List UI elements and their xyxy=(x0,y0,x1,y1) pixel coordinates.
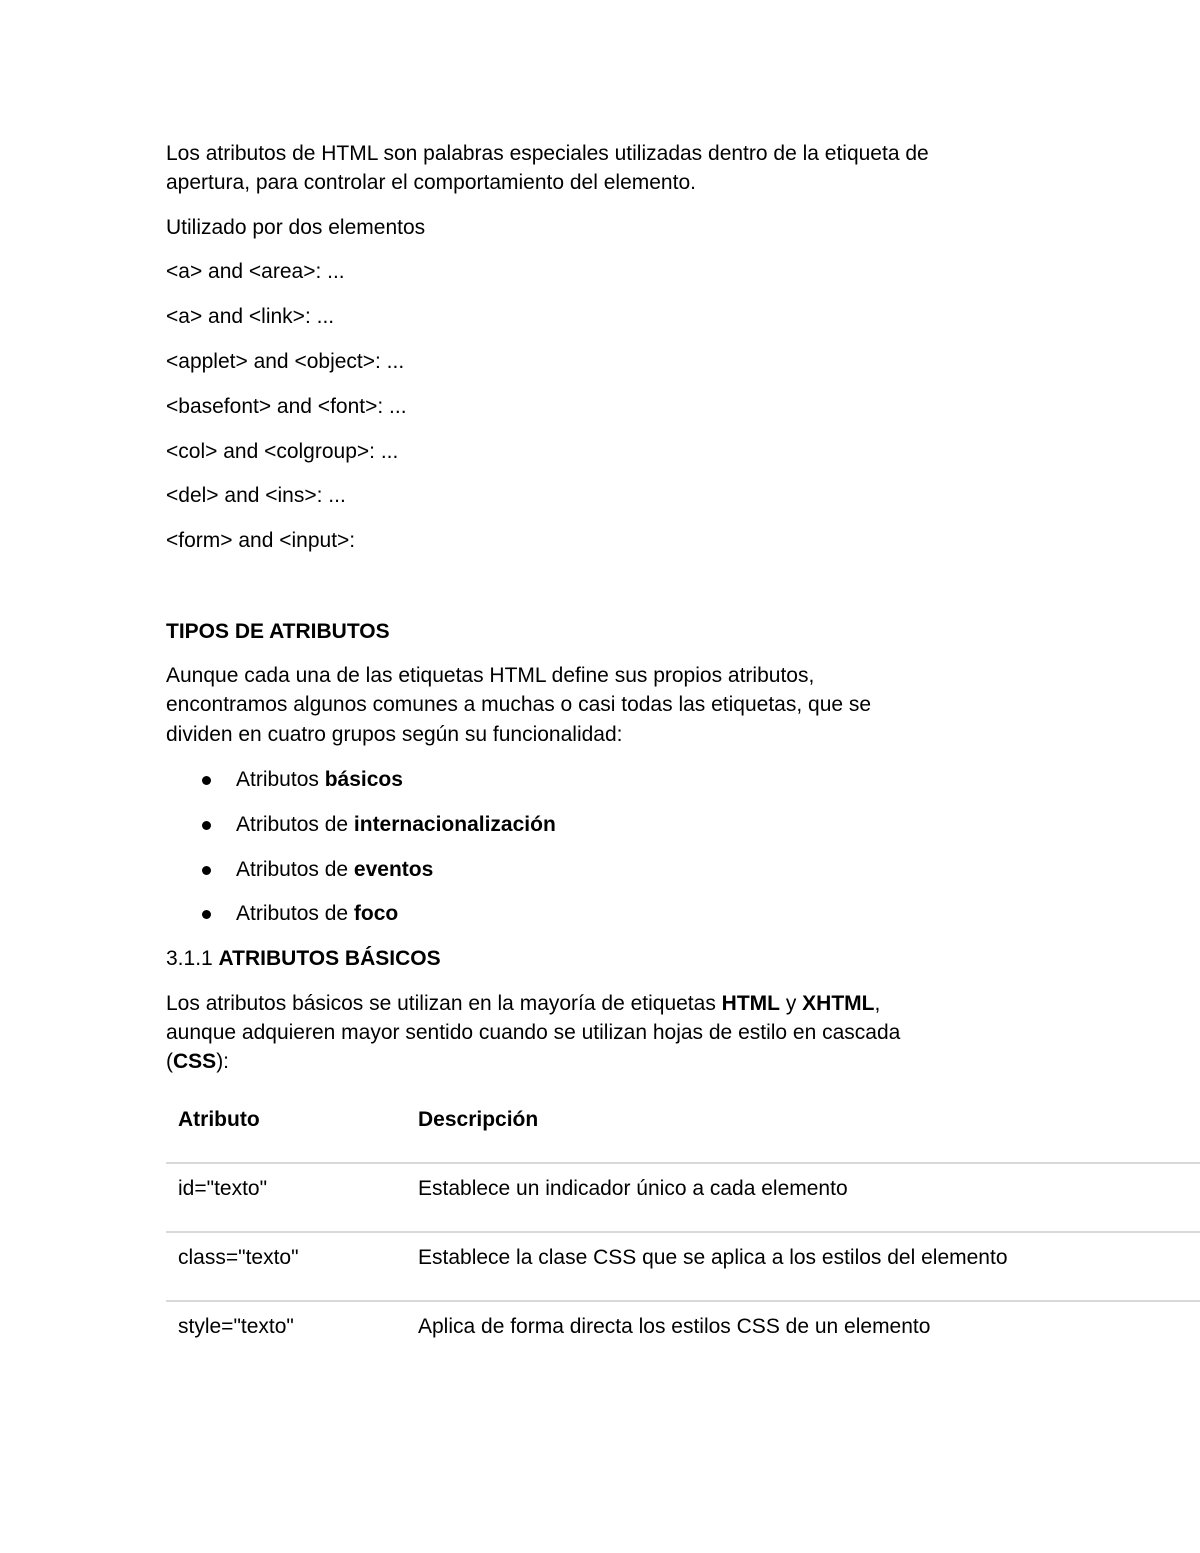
table-cell: Aplica de forma directa los estilos CSS de un elemento xyxy=(418,1315,931,1338)
table-cell: style="texto" xyxy=(178,1315,294,1338)
section-heading-tipos: TIPOS DE ATRIBUTOS xyxy=(166,620,390,643)
table-cell: Establece la clase CSS que se aplica a los estilos del elemento xyxy=(418,1246,1008,1269)
element-pair: <basefont> and <font>: ... xyxy=(166,395,407,418)
tipos-line-1: Aunque cada una de las etiquetas HTML define sus propios atributos, xyxy=(166,664,815,687)
basicos-line-1: Los atributos básicos se utilizan en la mayoría de etiquetas HTML y XHTML, xyxy=(166,992,881,1015)
table-header-cell: Descripción xyxy=(418,1108,539,1131)
table-header-row xyxy=(166,1095,1200,1162)
element-pair: <a> and <link>: ... xyxy=(166,305,335,328)
table-row xyxy=(166,1162,1200,1231)
basicos-line-2: aunque adquieren mayor sentido cuando se utilizan hojas de estilo en cascada xyxy=(166,1021,901,1044)
bullet-icon xyxy=(202,910,211,919)
bullet-icon xyxy=(202,866,211,875)
tipos-line-2: encontramos algunos comunes a muchas o casi todas las etiquetas, que se xyxy=(166,693,872,716)
intro-line-1: Los atributos de HTML son palabras especiales utilizadas dentro de la etiqueta de xyxy=(166,142,929,165)
list-item-text: Atributos de eventos xyxy=(236,858,434,881)
table-cell: class="texto" xyxy=(178,1246,299,1269)
tipos-line-3: dividen en cuatro grupos según su funcionalidad: xyxy=(166,723,623,746)
bullet-icon xyxy=(202,821,211,830)
list-item-text: Atributos básicos xyxy=(236,768,403,791)
table-row xyxy=(166,1300,1200,1369)
element-pair: <a> and <area>: ... xyxy=(166,260,345,283)
element-pair: <form> and <input>: xyxy=(166,529,356,552)
section-heading-basicos: 3.1.1 ATRIBUTOS BÁSICOS xyxy=(166,947,441,970)
table-cell: Establece un indicador único a cada elemento xyxy=(418,1177,848,1200)
element-pair: <col> and <colgroup>: ... xyxy=(166,440,399,463)
basicos-line-3: (CSS): xyxy=(166,1050,230,1073)
table-row xyxy=(166,1231,1200,1300)
element-pair: <applet> and <object>: ... xyxy=(166,350,405,373)
list-item-text: Atributos de foco xyxy=(236,902,399,925)
attributes-table xyxy=(166,1095,1200,1369)
table-cell: id="texto" xyxy=(178,1177,268,1200)
bullet-icon xyxy=(202,776,211,785)
table-header-cell: Atributo xyxy=(178,1108,260,1131)
list-item-text: Atributos de internacionalización xyxy=(236,813,556,836)
intro-line-2: apertura, para controlar el comportamiento del elemento. xyxy=(166,171,696,194)
element-pair: <del> and <ins>: ... xyxy=(166,484,346,507)
used-by-text: Utilizado por dos elementos xyxy=(166,216,426,239)
